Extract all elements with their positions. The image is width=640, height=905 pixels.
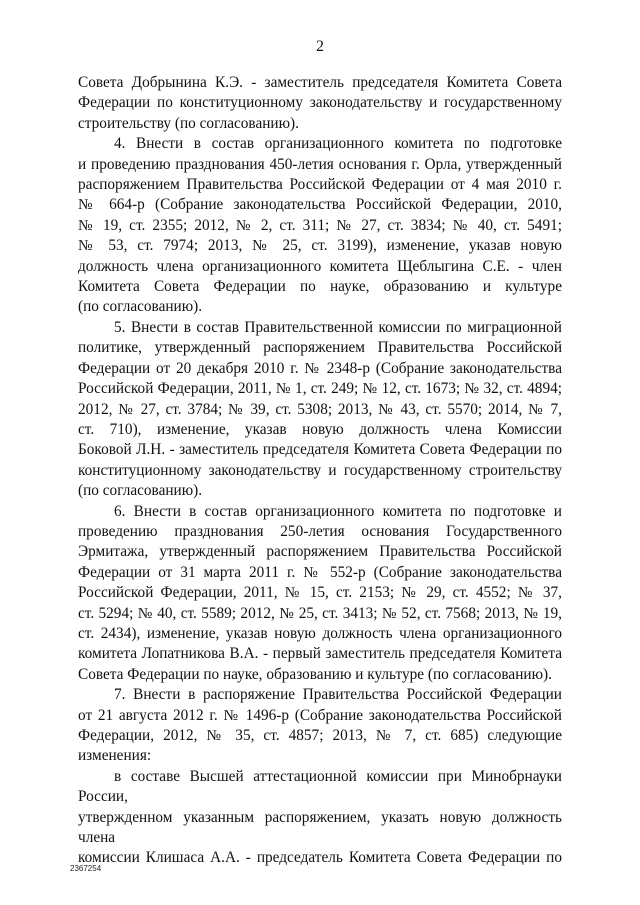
text-line: Федерации от 20 декабря 2010 г. № 2348-р (Собрание законодательства	[78, 359, 562, 377]
text-line: № 19, ст. 2355; 2012, № 2, ст. 311; № 27, ст. 3834; № 40, ст. 5491;	[78, 216, 562, 234]
document-id: 2367254	[70, 864, 102, 873]
text-line: Федерации, 2012, № 35, ст. 4857; 2013, № 7, ст. 685) следующие	[78, 727, 562, 744]
text-line: Боковой Л.Н. - заместитель председателя Комитета Совета Федерации по	[78, 441, 562, 459]
text-line: в составе Высшей аттестационной комиссии при Минобрнауки России,	[78, 767, 562, 806]
document-body	[78, 73, 562, 869]
text-line: Федерации по конституционному законодательству и государственному	[78, 94, 562, 112]
text-line: изменения:	[78, 747, 152, 765]
text-line: 2012, № 27, ст. 3784; № 39, ст. 5308; 2013, № 43, ст. 5570; 2014, № 7,	[78, 400, 562, 418]
text-line: проведению празднования 250-летия основания Государственного	[78, 522, 562, 540]
text-line: от 21 августа 2012 г. № 1496-р (Собрание законодательства Российской	[78, 706, 562, 724]
text-line: конституционному законодательству и государственному строительству	[78, 461, 562, 479]
text-line: 4. Внести в состав организационного комитета по подготовке	[114, 135, 562, 153]
text-line: Федерации от 31 марта 2011 г. № 552-р (Собрание законодательства	[78, 563, 562, 581]
text-line: Эрмитажа, утвержденный распоряжением Правительства Российской	[78, 543, 562, 561]
text-line: Комитета Совета Федерации по науке, образованию и культуре	[78, 278, 562, 296]
text-line: № 53, ст. 7974; 2013, № 25, ст. 3199), изменение, указав новую	[78, 237, 562, 255]
text-line: распоряжением Правительства Российской Федерации от 4 мая 2010 г.	[78, 176, 562, 194]
text-line: и проведению празднования 450-летия основания г. Орла, утвержденный	[78, 155, 562, 173]
text-line: 7. Внести в распоряжение Правительства Российской Федерации	[114, 686, 562, 704]
text-line: 6. Внести в состав организационного комитета по подготовке и	[114, 502, 562, 520]
text-line: ст. 5294; № 40, ст. 5589; 2012, № 25, ст. 3413; № 52, ст. 7568; 2013, № 19,	[78, 604, 562, 622]
text-line: комиссии Клишаса А.А. - председатель Комитета Совета Федерации по	[78, 849, 562, 867]
text-line: утвержденном указанным распоряжением, указать новую должность члена	[78, 808, 562, 847]
text-line: Совета Добрынина К.Э. - заместитель председателя Комитета Совета	[78, 74, 562, 91]
text-line: ст. 710), изменение, указав новую должность члена Комиссии	[78, 420, 562, 438]
text-line: (по согласованию).	[78, 482, 203, 500]
text-line: 5. Внести в состав Правительственной комиссии по миграционной	[114, 318, 562, 336]
text-line: № 664-р (Собрание законодательства Российской Федерации, 2010,	[78, 196, 562, 214]
text-line: Российской Федерации, 2011, № 15, ст. 2153; № 29, ст. 4552; № 37,	[78, 584, 562, 602]
page-number: 2	[316, 38, 324, 55]
text-line: должность члена организационного комитета Щеблыгина С.Е. - член	[78, 257, 562, 275]
text-line: ст. 2434), изменение, указав новую должность члена организационного	[78, 624, 562, 642]
text-line: строительству (по согласованию).	[78, 114, 299, 132]
text-line: политике, утвержденный распоряжением Правительства Российской	[78, 339, 562, 357]
text-line: Совета Федерации по науке, образованию и культуре (по согласованию).	[78, 665, 552, 683]
text-line: (по согласованию).	[78, 298, 203, 316]
text-line: комитета Лопатникова В.А. - первый заместитель председателя Комитета	[78, 645, 562, 663]
text-line: Российской Федерации, 2011, № 1, ст. 249; № 12, ст. 1673; № 32, ст. 4894;	[78, 380, 562, 398]
